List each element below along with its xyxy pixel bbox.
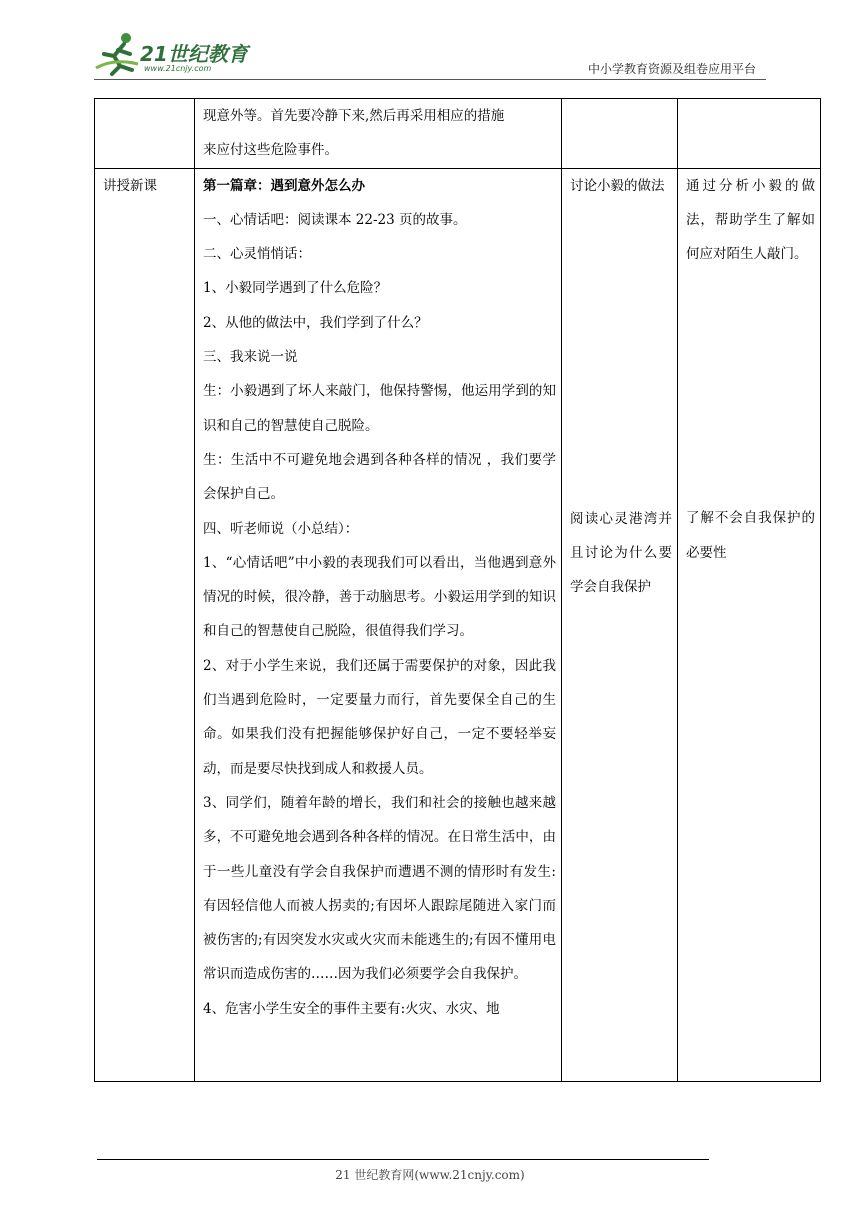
stage-cell-empty [95, 99, 195, 169]
page-footer: 21 世纪教育网(www.21cnjy.com) [335, 1168, 525, 1182]
spacer [686, 271, 815, 501]
design-purpose: 通过分析小毅的做法，帮助学生了解如何应对陌生人敲门。 [686, 177, 815, 263]
content-paragraph: 生：生活中不可避免地会遇到各种各样的情况 ，我们要学会保护自己。 [203, 451, 556, 503]
site-logo [94, 28, 264, 78]
lesson-table [94, 98, 821, 1082]
activity-cell [562, 168, 678, 1081]
stage-cell [95, 168, 195, 1081]
content-paragraph: 1、小毅同学遇到了什么危险？ [203, 280, 388, 297]
chapter-title: 第一篇章：遇到意外怎么办 [203, 177, 365, 194]
content-paragraph: 生：小毅遇到了坏人来敲门，他保持警惕，他运用学到的知识和自己的智慧使自己脱险。 [203, 383, 556, 434]
content-paragraph: 三、我来说一说 [203, 349, 298, 366]
spacer [570, 203, 672, 502]
table-row [95, 168, 821, 1081]
runner-icon [94, 28, 142, 76]
content-cell [195, 168, 562, 1081]
content-paragraph: 4、危害小学生安全的事件主要有:火灾、水灾、地 [203, 1000, 500, 1017]
content-paragraph: 四、听老师说（小总结）： [203, 520, 359, 537]
logo-wordmark: 21世纪教育 [140, 42, 248, 66]
content-cell [195, 99, 562, 169]
content-paragraph: 2、对于小学生来说，我们还属于需要保护的对象，因此我们当遇到危险时，一定要量力而行，首先要保全自己的生命。如果我们没有把握能够保护好自己，一定不要轻举妄动，而是要尽快找到成人和救援人员。 [203, 657, 556, 777]
activity-cell-empty [562, 99, 678, 169]
page-header [94, 28, 766, 80]
content-line: 现意外等。首先要冷静下来,然后再采用相应的措施 [203, 108, 505, 124]
content-paragraph: 3、同学们，随着年龄的增长，我们和社会的接触也越来越多，不可避免地会遇到各种各样的情况。在日常生活中，由于一些儿童没有学会自我保护而遭遇不测的情形时有发生:有因轻信他人而被人拐卖的;有因坏人跟踪尾随进入家门而被伤害的;有因突发水灾或火灾而未能逃生的;有因不懂用电常识而造成伤害的……因为我们必须要学会自我保护。 [203, 794, 556, 983]
purpose-cell [678, 168, 821, 1081]
table-row [95, 99, 821, 169]
content-paragraph: 二、心灵悄悄话： [203, 246, 311, 263]
stage-label: 讲授新课 [103, 177, 157, 194]
student-activity: 讨论小毅的做法 [570, 177, 665, 194]
logo-url: www.21cnjy.com [144, 64, 212, 73]
student-activity: 阅读心灵港湾并且讨论为什么要学会自我保护 [570, 510, 672, 596]
footer-divider [97, 1159, 709, 1160]
platform-name: 中小学教育资源及组卷应用平台 [587, 62, 756, 76]
content-paragraph: 2、从他的做法中，我们学到了什么？ [203, 314, 428, 331]
purpose-cell-empty [678, 99, 821, 169]
content-paragraph: 1、“心情话吧”中小毅的表现我们可以看出，当他遇到意外情况的时候，很冷静，善于动脑思考。小毅运用学到的知识和自己的智慧使自己脱险，很值得我们学习。 [203, 554, 556, 640]
design-purpose: 了解不会自我保护的必要性 [686, 510, 815, 561]
content-paragraph: 一、心情话吧：阅读课本 22-23 页的故事。 [203, 211, 467, 228]
content-line: 来应付这些危险事件。 [203, 142, 338, 159]
header-divider [94, 79, 766, 80]
